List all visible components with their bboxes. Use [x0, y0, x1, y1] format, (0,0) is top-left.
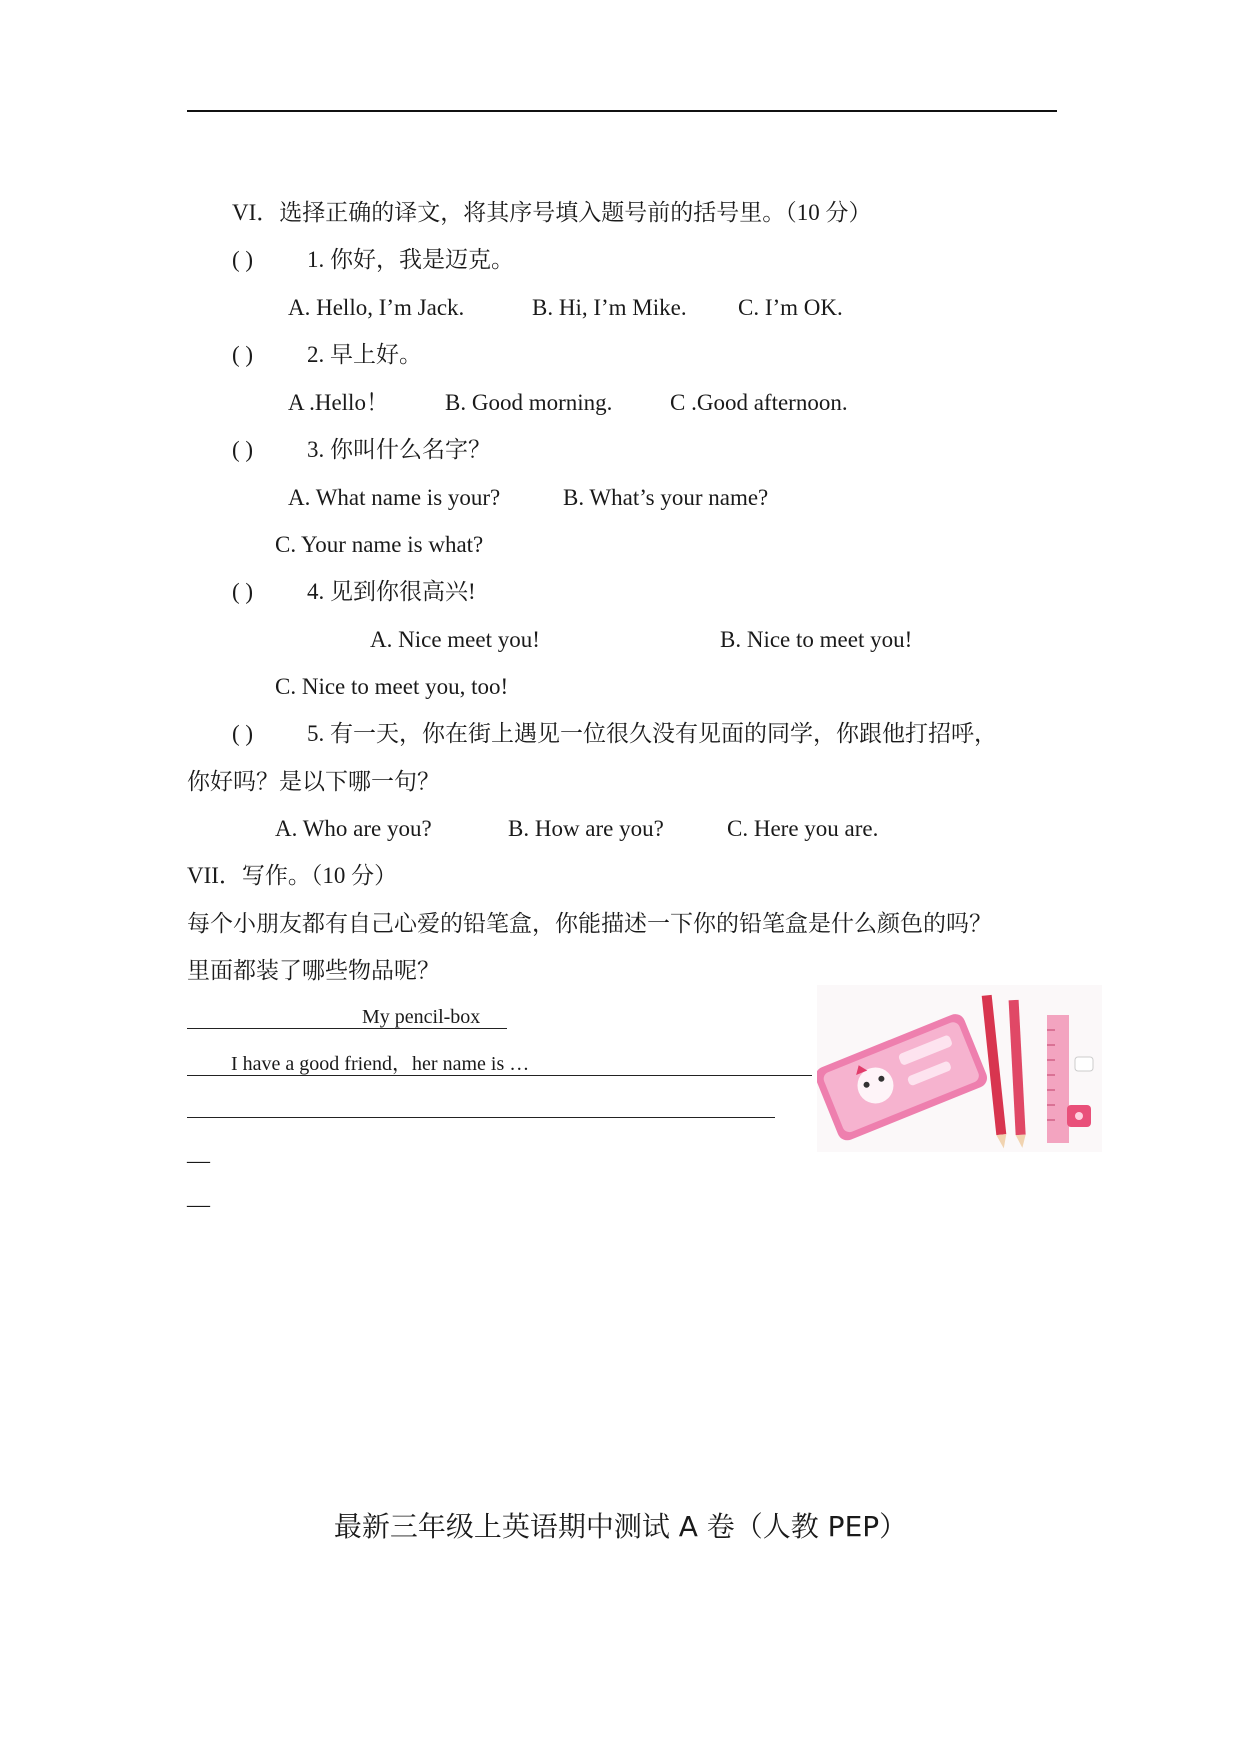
writing-line-3[interactable]: — — [187, 1148, 210, 1173]
question-3 — [232, 435, 491, 465]
section7-heading: VII．写作。（10 分） — [187, 863, 398, 888]
answer-blank-5[interactable]: ( ) — [232, 721, 254, 746]
question-5-prompt-cont: 你好吗？是以下哪一句？ — [187, 769, 440, 794]
question-2-prompt: 2. 早上好。 — [307, 342, 422, 367]
section6-heading: VI．选择正确的译文，将其序号填入题号前的括号里。（10 分） — [232, 200, 872, 225]
q4-option-c: C. Nice to meet you, too! — [275, 674, 509, 699]
q4-option-b: B. Nice to meet you! — [720, 627, 913, 652]
q5-option-c: C. Here you are. — [727, 816, 879, 841]
q4-option-a: A. Nice meet you! — [370, 627, 540, 652]
writing-instruction-1: 每个小朋友都有自己心爱的铅笔盒，你能描述一下你的铅笔盒是什么颜色的吗？ — [187, 911, 992, 936]
q1-option-b: B. Hi, I’m Mike. — [532, 295, 687, 320]
question-4-prompt: 4. 见到你很高兴! — [307, 579, 476, 604]
eraser — [1075, 1057, 1093, 1071]
q1-option-a: A. Hello, I’m Jack. — [288, 295, 465, 320]
question-4 — [232, 577, 476, 607]
q2-option-c: C .Good afternoon. — [670, 390, 848, 415]
exam-title: 最新三年级上英语期中测试 A 卷（人教 PEP） — [333, 1510, 908, 1543]
writing-sample-sentence: I have a good friend，her name is … — [231, 1053, 530, 1075]
header-rule — [187, 110, 1057, 112]
writing-line-2[interactable] — [187, 1117, 775, 1118]
sharpener — [1067, 1105, 1091, 1127]
ruler — [1047, 1015, 1069, 1143]
answer-blank-2[interactable]: ( ) — [232, 342, 254, 367]
q3-option-a: A. What name is your? — [288, 485, 501, 510]
q5-option-b: B. How are you? — [508, 816, 664, 841]
q1-option-c: C. I’m OK. — [738, 295, 843, 320]
writing-line-4[interactable]: — — [187, 1192, 210, 1217]
question-1 — [232, 245, 514, 275]
q2-option-b: B. Good morning. — [445, 390, 613, 415]
pencil-box-photo — [817, 985, 1102, 1152]
q3-option-b: B. What’s your name? — [563, 485, 769, 510]
q5-option-a: A. Who are you? — [275, 816, 432, 841]
q3-option-c: C. Your name is what? — [275, 532, 484, 557]
question-5 — [232, 719, 997, 749]
answer-blank-3[interactable]: ( ) — [232, 437, 254, 462]
question-1-prompt: 1. 你好，我是迈克。 — [307, 247, 514, 272]
answer-blank-4[interactable]: ( ) — [232, 579, 254, 604]
question-5-prompt: 5. 有一天，你在街上遇见一位很久没有见面的同学，你跟他打招呼， — [307, 721, 997, 746]
q2-option-a: A .Hello！ — [288, 390, 389, 415]
writing-title: My pencil-box — [362, 1006, 481, 1028]
question-2 — [232, 340, 422, 370]
question-3-prompt: 3. 你叫什么名字？ — [307, 437, 491, 462]
answer-blank-1[interactable]: ( ) — [232, 247, 254, 272]
writing-instruction-2: 里面都装了哪些物品呢？ — [187, 958, 440, 983]
